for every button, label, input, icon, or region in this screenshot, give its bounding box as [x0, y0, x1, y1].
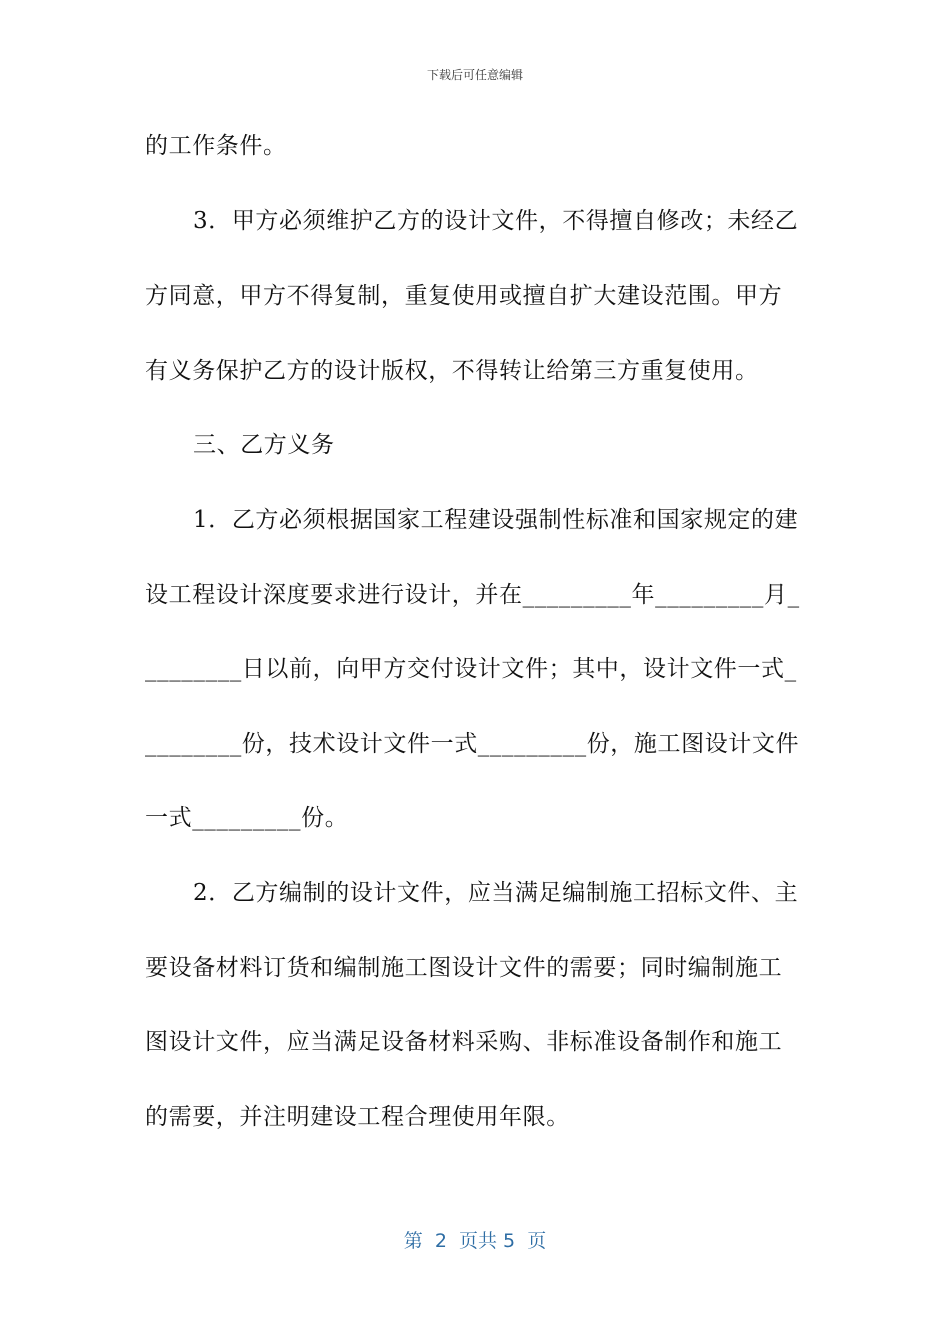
paragraph-line: 图设计文件，应当满足设备材料采购、非标准设备制作和施工: [145, 1029, 783, 1055]
paragraph-line: 要设备材料订货和编制施工图设计文件的需要；同时编制施工: [145, 955, 783, 981]
paragraph-line: 2．乙方编制的设计文件，应当满足编制施工招标文件、主: [193, 880, 799, 906]
paragraph-line: 设工程设计深度要求进行设计，并在_________年_________月_: [145, 582, 800, 608]
header-note: 下载后可任意编辑: [426, 68, 523, 82]
paragraph-line: 的工作条件。: [145, 133, 287, 159]
paragraph-line: 3．甲方必须维护乙方的设计文件，不得擅自修改；未经乙: [193, 208, 799, 234]
paragraph-line: 有义务保护乙方的设计版权，不得转让给第三方重复使用。: [145, 358, 759, 384]
paragraph-line: 方同意，甲方不得复制，重复使用或擅自扩大建设范围。甲方: [145, 283, 783, 309]
section-heading: 三、乙方义务: [193, 432, 335, 458]
paragraph-line: ________份，技术设计文件一式_________份，施工图设计文件: [145, 731, 800, 757]
page-indicator: 第 2 页共 5 页: [403, 1230, 547, 1252]
paragraph-line: 一式_________份。: [145, 805, 349, 831]
paragraph-line: 1．乙方必须根据国家工程建设强制性标准和国家规定的建: [193, 507, 799, 533]
paragraph-line: ________日以前，向甲方交付设计文件；其中，设计文件一式_: [145, 656, 797, 682]
paragraph-line: 的需要，并注明建设工程合理使用年限。: [145, 1104, 570, 1130]
